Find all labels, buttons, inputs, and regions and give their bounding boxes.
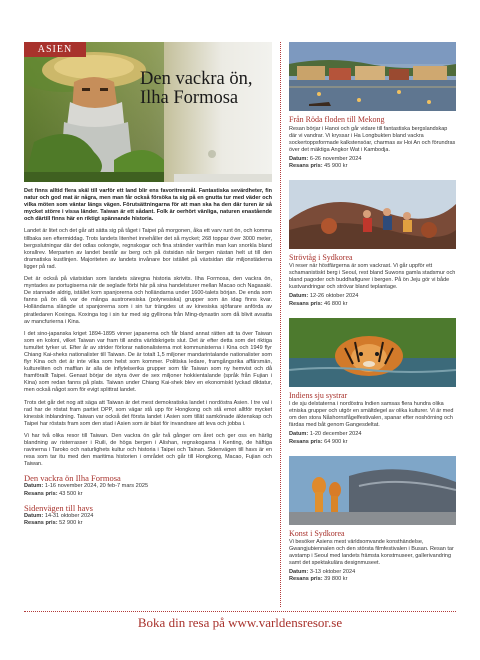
trip-title[interactable]: Sidenvägen till havs [24,502,93,513]
article-paragraph: Landet är litet och det går att sätta sig på tåget i Taipei på morgonen, åka ett varv runt ön, och komma tillbaka sen eftermiddag. Trots landets litenhet innehåller det så mycket; 268 toppar över 3000 meter, bergsslutningar där det odlas oolongte, regnskogar och fina stränder varifrån man kan snorkla bland korallrev. Merparten av landet består av berg och på östsidan når bergen nästan helt ut till den dramatiska kustlinjen. Majoriteten av landets invånare bor istället på västsidan där miljonstäderna ligger på rad. [24,228,272,270]
booking-link[interactable]: Boka din resa på www.varldensresor.se [137,615,343,630]
trip-photo [289,318,456,387]
trip-description: Vi besöker Asiens mest världsomvande konsthändelse, Gwangjubiennalen och den största filmfestivalen i Busan. Resan tar avstamp i Seoul med landets främsta konstmuseer, gallerivandring samt det spektakulära designmuseet. [289,539,454,567]
trip-price: Resans pris: 64 900 kr [289,438,348,445]
trip-title[interactable]: Konst i Sydkorea [289,528,345,538]
article-body [24,228,272,468]
article-paragraph: Det är också på västsidan som landets säregna historia skrivits. Ilha Formosa, den vackra ön, myntades av portugiserna när de seglade förbi här på sina handelsturer mellan Macao och Nagasaki. De stannade aldrig, istället kom spanjorerna och holländarna under 1600-talets början. De enda som fanns på ön då var de många austronesiska (polynesiska) grupper som än idag finns kvar. Holländarna slängde ut spanjorerna som i sin tur trängdes ut av kinesiska sjöfarare anförda av piratledaren Koxinga. Koxinga tog i sin tur med sig gyllirona från Ming-dynastin som då blivit avsatta av mancfurierna i Kina. [24,276,272,325]
hero-banner [24,42,272,182]
article-paragraph: I det sino-japanska kriget 1894-1895 vinner japanerna och får bland annat rätten att ta över Taiwan som en koloni, vilket Taiwan var fram till andra världskrigets slut. Det är efter detta som det riktiga tumultet tyrker ut. Efter år av strider förlorar nationalisterna mot kommunisterna i Kina och 1949 flyr Chiang Kai-sheks nationalister till Taiwan. De är totalt 1,5 miljoner mandarintalande nationalister som flyr Kina och det är inte vilka som helst som kommer. Politiska ledare, framgångsrika affärsmän, kultureliten och maffian är alla de inflytelserika grupper som får Taiwan som ny hemvist och då framförallt Taipei. Genast börjar de styra över de sex miljoner hokkientalande (språk från Fujian i Kina) som redan fanns på plats. Taiwan under Chiang Kai-shek blev en ekonomiskt lyckad diktatur, men också något som för evigt splittrat landet. [24,330,272,394]
trip-title[interactable]: Indiens sju systrar [289,390,348,400]
article-intro: Det finns alltid flera skäl till varför ett land blir ens favoritresmål. Fantastiska sevärdheter, fin natur och god mat är några, men man får också försöka ta sig på en gnutta tur med väder och vilka möten som väntar längs vägen. Förutsättningarna för att man ska ha den där turen är så mycket större i vissa länder. Taiwan är ett sådant. Folk är oerhört vänliga, naturen enastående och därtill finns här en riktigt spännande historia. [24,188,272,223]
trip-price: Resans pris: 43 500 kr [24,490,83,497]
main-article [24,42,272,527]
trip-title[interactable]: Från Röda floden till Mekong [289,115,385,124]
article-paragraph: Vi har två olika resor till Taiwan. Den vackra ön går två gånger om året och ger oss en härlig blandning av risterrasser i Ruili, de höga bergen i Alishan, regnskogarna i Kenting, de häftiga ravinerna i Taroko och naturlighets kultur och historia i Taipei och Tainan. Sidenvägen till havs är en resa som tar itu med den maritima historien i området och går till Hongkong, Macao, Fujian och Taiwan. [24,432,272,468]
trip-block [24,473,272,497]
trip-block [289,115,456,170]
trip-price: Resans pris: 45 900 kr [289,162,348,169]
article-title-line2: Ilha Formosa [140,88,239,108]
trip-price: Resans pris: 39 800 kr [289,576,348,583]
woman-farmer-photo [24,42,272,182]
trip-photo [289,42,456,111]
trip-block [24,503,272,527]
tiger-photo [289,318,456,387]
trip-title[interactable]: Strövtåg i Sydkorea [289,252,353,262]
trip-photo [289,180,456,249]
article-paragraph: Trots det går det nog att säga att Taiwan är det mest demokratiska landet i nordöstra Asien. I tre val i rad har de röstat fram partiet DPP, som vägar stå upp för Hongkong och stå emot alltför mycket kinesisk inblandning. Taiwan var också det första landet i Asien som tillät samkönade äktenskap och Taipei har röstats fram som den stad i Asien som är bäst för invandrare att leva och jobba i. [24,399,272,427]
trip-price: Resans pris: 52 900 kr [24,519,83,526]
trip-photo [289,456,456,525]
trip-date: Datum: 14-31 oktober 2024 [24,512,94,519]
korea-art-photo [289,456,456,525]
trip-price: Resans pris: 46 800 kr [289,300,348,307]
trip-date: Datum: 6-26 november 2024 [289,155,362,162]
trip-description: Resan börjar i Hanoi och går vidare till fantastiska bergslandskap där vi vandrar. Vi kryssar i Ha Longbukten bland vackra sockertoppsformade kalkstensöar, charmas av Hoi An och förundras över det mäktiga Angkor Wat i Kambodja. [289,125,456,153]
region-tag: ASIEN [24,42,86,57]
korea-hikers-photo [289,180,456,249]
trip-block [289,253,456,308]
trip-description: I de sju delstaterna i nordöstra Indien samsas flera hundra olika etniska grupper och utgör en smältdegel av olika kulturer. Vi är med om den stora Nåshornsfågelfestivalen, spanar efter noshörning och färdas med båt genom Gangesdeltat. [289,401,454,429]
trip-date: Datum: 1-16 november 2024, 20 feb-7 mars 2025 [24,483,149,490]
trip-sidebar [289,42,456,594]
trip-block [289,391,456,446]
trip-date: Datum: 12-26 oktober 2024 [289,293,359,300]
column-divider [280,42,281,607]
article-title [140,70,270,108]
mekong-river-photo [289,42,456,111]
footer-divider [24,611,456,612]
trip-date: Datum: 1-20 december 2024 [289,431,362,438]
trip-date: Datum: 3-13 oktober 2024 [289,569,356,576]
article-title-line1: Den vackra ön, [140,69,253,89]
trip-title[interactable]: Den vackra ön Ilha Formosa [24,473,121,484]
trip-description: Vi reser när höstfärgerna är som vackrast. Vi går uppför ett schamanistiskt berg i Seoul, rest bland Suwons gamla stadsmur och bland pagoder och buddhafigurer i bergen. På ön Jeju gör vi både kustvandringar och strövar bland teplantage. [289,263,456,291]
trip-block [289,529,456,584]
